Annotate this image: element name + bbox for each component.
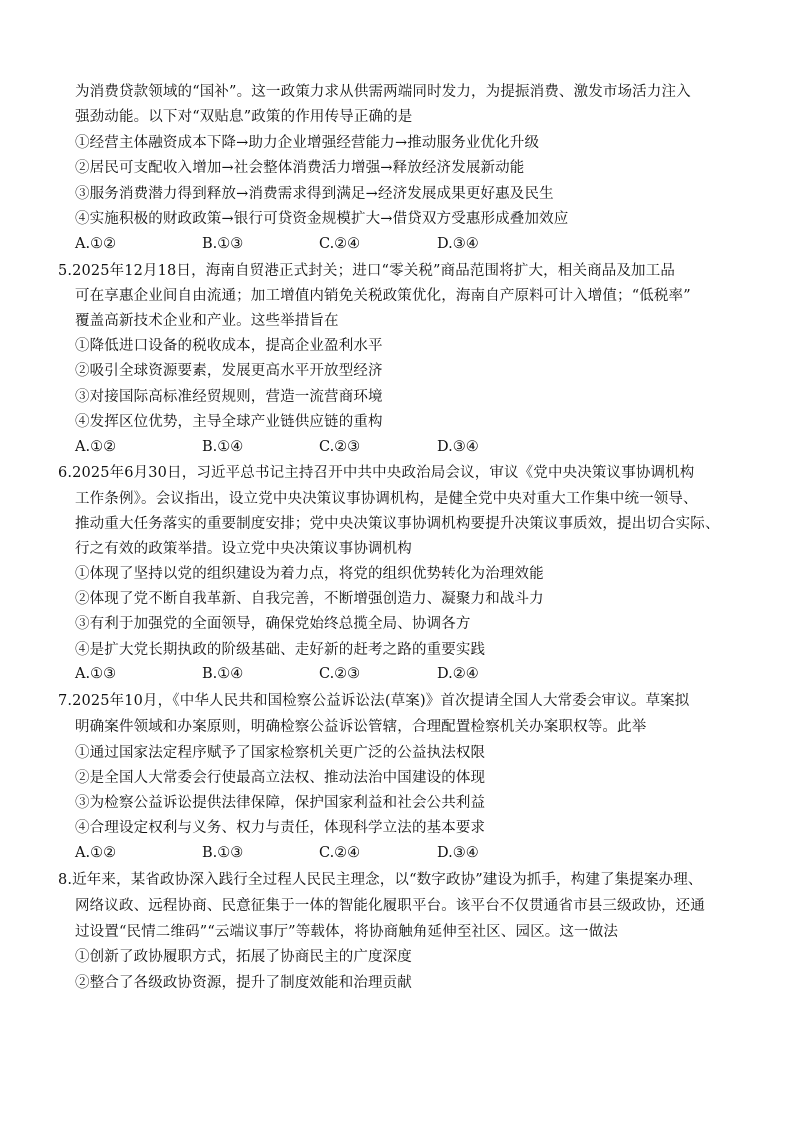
choice-d: D.③④: [437, 236, 479, 252]
choice-c: C.②④: [319, 845, 361, 861]
question-stem-line: 网络议政、远程协商、民意征集于一体的智能化履职平台。该平台不仅贯通省市县三级政协，还通: [75, 898, 705, 914]
question-stem-line: 可在享惠企业间自由流通；加工增值内销免关税政策优化，海南自产原料可计入增值；“低税率”: [75, 288, 691, 304]
question-stem-line: 行之有效的政策举措。设立党中央决策议事协调机构: [75, 541, 412, 557]
option-1: ①创新了政协履职方式，拓展了协商民主的广度深度: [75, 949, 412, 965]
option-2: ②是全国人大常委会行使最高立法权、推动法治中国建设的体现: [75, 770, 486, 786]
choice-a: A.①②: [75, 236, 117, 252]
option-3: ③对接国际高标准经贸规则，营造一流营商环境: [75, 389, 383, 405]
choice-b: B.①③: [202, 845, 244, 861]
choice-c: C.②③: [319, 666, 361, 682]
choice-a: A.①②: [75, 845, 117, 861]
question-stem-line: 8.近年来，某省政协深入践行全过程人民民主理念，以“数字政协”建设为抓手，构建了集提案办理、: [58, 872, 703, 888]
choice-c: C.②④: [319, 236, 361, 252]
choice-b: B.①③: [202, 236, 244, 252]
question-stem-line: 工作条例》。会议指出，设立党中央决策议事协调机构，是健全党中央对重大工作集中统一领导、: [75, 491, 698, 507]
option-1: ①降低进口设备的税收成本，提高企业盈利水平: [75, 338, 383, 354]
choice-a: A.①③: [75, 666, 117, 682]
choice-a: A.①②: [75, 439, 117, 455]
option-4: ④实施积极的财政政策→银行可贷资金规模扩大→借贷双方受惠形成叠加效应: [75, 211, 569, 227]
option-3: ③为检察公益诉讼提供法律保障，保护国家利益和社会公共利益: [75, 795, 486, 811]
option-2: ②居民可支配收入增加→社会整体消费活力增强→释放经济发展新动能: [75, 160, 525, 176]
option-1: ①通过国家法定程序赋予了国家检察机关更广泛的公益执法权限: [75, 745, 486, 761]
question-stem-line: 强劲动能。以下对“双贴息”政策的作用传导正确的是: [75, 109, 413, 125]
choice-d: D.②④: [437, 666, 479, 682]
choice-c: C.②③: [319, 439, 361, 455]
option-2: ②整合了各级政协资源，提升了制度效能和治理贡献: [75, 975, 412, 991]
option-2: ②吸引全球资源要素，发展更高水平开放型经济: [75, 363, 383, 379]
option-1: ①体现了坚持以党的组织建设为着力点，将党的组织优势转化为治理效能: [75, 566, 544, 582]
option-2: ②体现了党不断自我革新、自我完善，不断增强创造力、凝聚力和战斗力: [75, 591, 544, 607]
question-stem-line: 覆盖高新技术企业和产业。这些举措旨在: [75, 313, 339, 329]
choice-d: D.③④: [437, 439, 479, 455]
question-stem-line: 过设置“民情二维码”“云端议事厅”等载体，将协商触角延伸至社区、园区。这一做法: [75, 924, 618, 940]
option-3: ③有利于加强党的全面领导，确保党始终总揽全局、协调各方: [75, 616, 471, 632]
question-stem-line: 为消费贷款领域的“国补”。这一政策力求从供需两端同时发力，为提振消费、激发市场活力注入: [75, 84, 691, 100]
option-4: ④是扩大党长期执政的阶级基础、走好新的赶考之路的重要实践: [75, 642, 486, 658]
option-4: ④合理设定权利与义务、权力与责任，体现科学立法的基本要求: [75, 820, 486, 836]
option-4: ④发挥区位优势，主导全球产业链供应链的重构: [75, 414, 383, 430]
question-stem-line: 7.2025年10月，《中华人民共和国检察公益诉讼法(草案)》首次提请全国人大常委会审议。草案拟: [58, 693, 690, 709]
question-stem-line: 6.2025年6月30日，习近平总书记主持召开中共中央政治局会议，审议《党中央决策议事协调机构: [58, 465, 695, 481]
question-stem-line: 推动重大任务落实的重要制度安排；党中央决策议事协调机构要提升决策议事质效，提出切合实际、: [75, 516, 720, 532]
question-stem-line: 明确案件领域和办案原则，明确检察公益诉讼管辖，合理配置检察机关办案职权等。此举: [75, 719, 647, 735]
question-stem-line: 5.2025年12月18日，海南自贸港正式封关；进口“零关税”商品范围将扩大，相关商品及加工品: [58, 263, 676, 279]
choice-b: B.①④: [202, 439, 244, 455]
option-1: ①经营主体融资成本下降→助力企业增强经营能力→推动服务业优化升级: [75, 135, 540, 151]
choice-b: B.①④: [202, 666, 244, 682]
option-3: ③服务消费潜力得到释放→消费需求得到满足→经济发展成果更好惠及民生: [75, 186, 554, 202]
choice-d: D.③④: [437, 845, 479, 861]
